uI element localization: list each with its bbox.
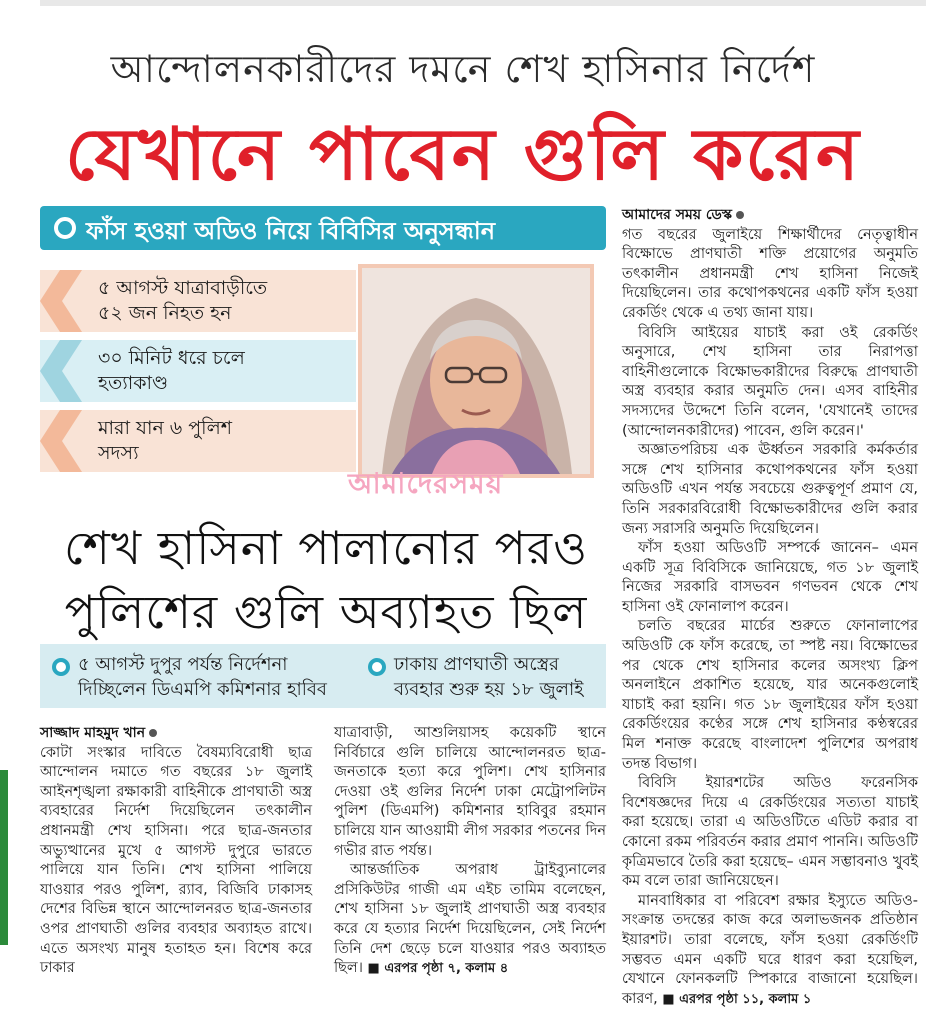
chevron-left-icon bbox=[40, 410, 82, 472]
headline: যেখানে পাবেন গুলি করেন bbox=[65, 112, 861, 196]
fact-text: ৫ আগস্ট যাত্রাবাড়ীতে ৫২ জন নিহত হন bbox=[98, 277, 268, 324]
dot-icon bbox=[736, 211, 744, 219]
paragraph: যাত্রাবাড়ী, আশুলিয়াসহ কয়েকটি স্থানে নির্বিচারে গুলি চালিয়ে আন্দোলনরত ছাত্র-জনতাকে হত্যা করে পুলিশ। শেখ হাসিনার দেওয়া ওই গুলির নির্দেশ ঢাকা মেট্রোপলিটন পুলিশ (ডিএমপি) কমিশনার হাবিবুর রহমান চালিয়ে যান আওয়ামী লীগ সরকার পতনের দিন গভীর রাত পর্যন্ত। bbox=[334, 725, 606, 859]
byline: সাজ্জাদ মাহমুদ খান bbox=[40, 724, 312, 744]
paragraph: গত বছরের জুলাইয়ে শিক্ষার্থীদের নেতৃত্বাধীন বিক্ষোভে প্রাণঘাতী শক্তি প্রয়োগের অনুমতি তৎকালীন প্রধানমন্ত্রী শেখ হাসিনা নিজেই দিয়েছিলেন। তার কথোপকথনের একটি ফাঁস হওয়া রেকর্ডিং থেকে এ তথ্য জানা যায়। bbox=[622, 226, 918, 321]
subhead-line-2: পুলিশের গুলি অব্যাহত ছিল bbox=[64, 585, 588, 639]
bullet-icon bbox=[368, 658, 386, 676]
paragraph: ফাঁস হওয়া অডিওটি সম্পর্কে জানেন– এমন একটি সূত্র বিবিসিকে জানিয়েছে, গত ১৮ জুলাই নিজের সরকারি বাসভবন গণভবন থেকে শেখ হাসিনা ওই ফোনালাপ করেন। bbox=[622, 540, 918, 615]
chevron-left-icon bbox=[40, 340, 82, 402]
continued-note: ■ এরপর পৃষ্ঠা ১১, কলাম ১ bbox=[662, 991, 812, 1007]
watermark: আমাদেরসময় bbox=[348, 467, 504, 500]
portrait-photo bbox=[358, 264, 594, 478]
key-points-strip bbox=[40, 644, 606, 708]
paragraph: বিবিসি আইয়ের যাচাই করা ওই রেকর্ডিং অনুসারে, শেখ হাসিনা তার নিরাপত্তা বাহিনীগুলোকে বিক্ষোভকারীদের বিরুদ্ধে প্রাণঘাতী অস্ত্র ব্যবহার করার অনুমতি দেন। এসব বাহিনীর সদস্যদের উদ্দেশে তিনি বলেন, 'যেখানেই তাদের (আন্দোলনকারীদের) পাবেন, গুলি করেন।' bbox=[622, 324, 918, 439]
chevron-left-icon bbox=[40, 270, 82, 332]
investigation-banner bbox=[40, 206, 606, 250]
fact-box-3 bbox=[40, 410, 356, 472]
left-article-column bbox=[40, 724, 312, 979]
page-edge-strip bbox=[0, 770, 8, 945]
paragraph: চলতি বছরের মার্চের শুরুতে ফোনালাপের অডিওটি কে ফাঁস করেছে, তা স্পষ্ট নয়। বিক্ষোভের পর থেকে শেখ হাসিনার কলের অসংখ্য ক্লিপ অনলাইনে প্রকাশিত হয়েছে, যার অনেকগুলোই যাচাই করা হয়নি। গত ১৮ জুলাইয়ের ফাঁস হওয়া রেকর্ডিংয়ের কণ্ঠের সঙ্গে শেখ হাসিনার কণ্ঠস্বরের মিল শনাক্ত করেছে বাংলাদেশ পুলিশের অপরাধ তদন্ত বিভাগ। bbox=[622, 618, 918, 772]
paragraph: অজ্ঞাতপরিচয় এক ঊর্ধ্বতন সরকারি কর্মকর্তার সঙ্গে শেখ হাসিনার কথোপকথনের ফাঁস হওয়া অডিওটি এখন পর্যন্ত সবচেয়ে গুরুত্বপূর্ণ প্রমাণ যে, তিনি সরকারবিরোধী বিক্ষোভকারীদের গুলি করার জন্য সরাসরি অনুমতি দিয়েছিলেন। bbox=[622, 442, 918, 537]
dot-icon bbox=[149, 729, 157, 737]
paragraph: কোটা সংস্কার দাবিতে বৈষম্যবিরোধী ছাত্র আন্দোলন দমাতে গত বছরের ১৮ জুলাই আইনশৃঙ্খলা রক্ষাকারী বাহিনীকে প্রাণঘাতী অস্ত্র ব্যবহারের নির্দেশ দিয়েছিলেন তৎকালীন প্রধানমন্ত্রী শেখ হাসিনা। পরে ছাত্র-জনতার অভ্যুত্থানের মুখে ৫ আগস্ট দুপুরে ভারতে পালিয়ে যান তিনি। শেখ হাসিনা পালিয়ে যাওয়ার পরও পুলিশ, র‍্যাব, বিজিবি ঢাকাসহ দেশের বিভিন্ন স্থানে আন্দোলনরত ছাত্র-জনতার ওপর প্রাণঘাতী গুলির ব্যবহার অব্যাহত রাখে। এতে অসংখ্য মানুষ হতাহত হন। বিশেষ করে ঢাকার bbox=[40, 744, 312, 977]
bullet-icon bbox=[52, 658, 70, 676]
right-article-column bbox=[622, 206, 918, 1009]
fact-text: ৩০ মিনিট ধরে চলে হত্যাকাণ্ড bbox=[98, 347, 245, 394]
paragraph: আন্তর্জাতিক অপরাধ ট্রাইব্যুনালের প্রসিকিউটর গাজী এম এইচ তামিম বলেছেন, শেখ হাসিনা ১৮ জুলাই প্রাণঘাতী অস্ত্র ব্যবহার করে যে হত্যার নির্দেশ দিয়েছিলেন, সেই নির্দেশ তিনি দেশ ছেড়ে চলে যাওয়ার পরও অব্যাহত ছিল। ■ এরপর পৃষ্ঠা ৭, কলাম ৪ bbox=[334, 862, 606, 977]
subhead-line-1: শেখ হাসিনা পালানোর পরও bbox=[64, 521, 588, 575]
fact-text: মারা যান ৬ পুলিশ সদস্য bbox=[98, 417, 233, 464]
fact-box-1 bbox=[40, 270, 356, 332]
paragraph: মানবাধিকার বা পরিবেশ রক্ষার ইস্যুতে অডিও-সংক্রান্ত তদন্তের কাজ করে অলাভজনক প্রতিষ্ঠান ইয়ারশট। তারা বলেছে, ফাঁস হওয়া রেকর্ডিংটি সম্ভবত এমন একটি ঘরে ধারণ করা হয়েছিল, যেখানে ফোনকলটি স্পিকারে বাজানো হয়েছিল। কারণ, ■ এরপর পৃষ্ঠা ১১, কলাম ১ bbox=[622, 892, 918, 1007]
byline: আমাদের সময় ডেস্ক bbox=[622, 206, 918, 226]
portrait-illustration bbox=[362, 268, 590, 474]
top-rule bbox=[40, 0, 926, 6]
paragraph: বিবিসি ইয়ারশটের অডিও ফরেনসিক বিশেষজ্ঞদের দিয়ে এ রেকর্ডিংয়ের সত্যতা যাচাই করা হয়েছে। তারা এ অডিওটিতে এডিট করার বা কোনো রকম পরিবর্তন করার প্রমাণ পাননি। অডিওটি কৃত্রিমভাবে তৈরি করা হয়েছে– এমন সম্ভাবনাও খুবই কম বলে তারা জানিয়েছেন। bbox=[622, 775, 918, 890]
key-point-2: ঢাকায় প্রাণঘাতী অস্ত্রের ব্যবহার শুরু হয় ১৮ জুলাই bbox=[394, 654, 584, 700]
middle-article-column bbox=[334, 724, 606, 979]
fact-box-2 bbox=[40, 340, 356, 402]
kicker: আন্দোলনকারীদের দমনে শেখ হাসিনার নির্দেশ bbox=[110, 47, 816, 91]
continued-note: ■ এরপর পৃষ্ঠা ৭, কলাম ৪ bbox=[367, 961, 509, 977]
key-point-1: ৫ আগস্ট দুপুর পর্যন্ত নির্দেশনা দিচ্ছিলেন ডিএমপি কমিশনার হাবিব bbox=[78, 654, 327, 700]
banner-text: ফাঁস হওয়া অডিও নিয়ে বিবিসির অনুসন্ধান bbox=[86, 217, 496, 245]
bullet-icon bbox=[54, 217, 76, 239]
